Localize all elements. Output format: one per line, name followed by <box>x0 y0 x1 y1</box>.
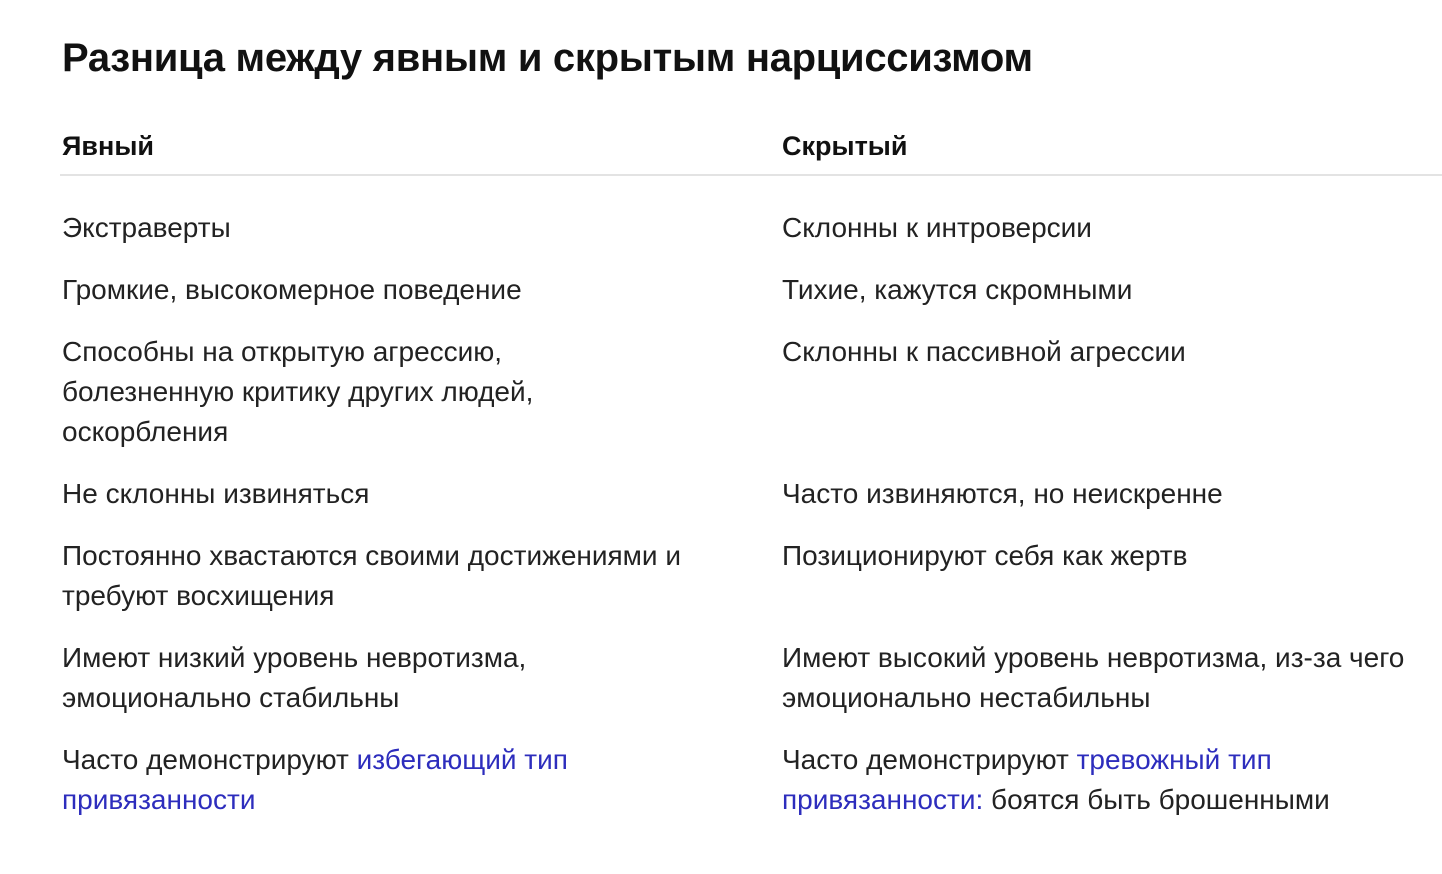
table-row <box>62 740 1442 820</box>
table-row <box>62 536 1442 616</box>
cell-covert <box>782 740 1422 820</box>
table-header <box>60 124 1442 176</box>
column-header-overt: Явный <box>62 131 154 161</box>
table-row <box>62 332 1442 452</box>
cell-covert: Имеют высокий уровень невротизма, из-за чего эмоционально нестабильны <box>782 642 1405 713</box>
cell-overt: Постоянно хвастаются своими достижениями и требуют восхищения <box>62 540 681 611</box>
avoidant-attachment-link[interactable]: избегающий тип привязанности <box>62 744 568 815</box>
table-row <box>62 208 1442 248</box>
cell-text: Часто демонстрируют <box>782 744 1077 775</box>
table-body <box>62 176 1442 820</box>
cell-overt: Имеют низкий уровень невротизма, эмоционально стабильны <box>62 642 527 713</box>
cell-covert: Тихие, кажутся скромными <box>782 274 1133 305</box>
cell-covert: Позиционируют себя как жертв <box>782 540 1188 571</box>
cell-covert: Склонны к пассивной агрессии <box>782 336 1186 367</box>
cell-overt: Экстраверты <box>62 212 231 243</box>
cell-text: Часто демонстрируют <box>62 744 357 775</box>
table-row <box>62 638 1442 718</box>
cell-text: боятся быть брошенными <box>983 784 1330 815</box>
table-row <box>62 270 1442 310</box>
cell-covert: Часто извиняются, но неискренне <box>782 478 1223 509</box>
table-row <box>62 474 1442 514</box>
table-title: Разница между явным и скрытым нарциссизмом <box>62 36 1033 80</box>
column-header-covert: Скрытый <box>782 131 908 161</box>
cell-overt: Громкие, высокомерное поведение <box>62 274 522 305</box>
cell-overt: Не склонны извиняться <box>62 478 370 509</box>
cell-overt <box>62 740 662 820</box>
cell-covert: Склонны к интроверсии <box>782 212 1092 243</box>
comparison-table <box>62 124 1442 842</box>
cell-overt: Способны на открытую агрессию, болезненную критику других людей, оскорбления <box>62 336 534 447</box>
anxious-attachment-link[interactable]: тревожный тип привязанности: <box>782 744 1272 815</box>
